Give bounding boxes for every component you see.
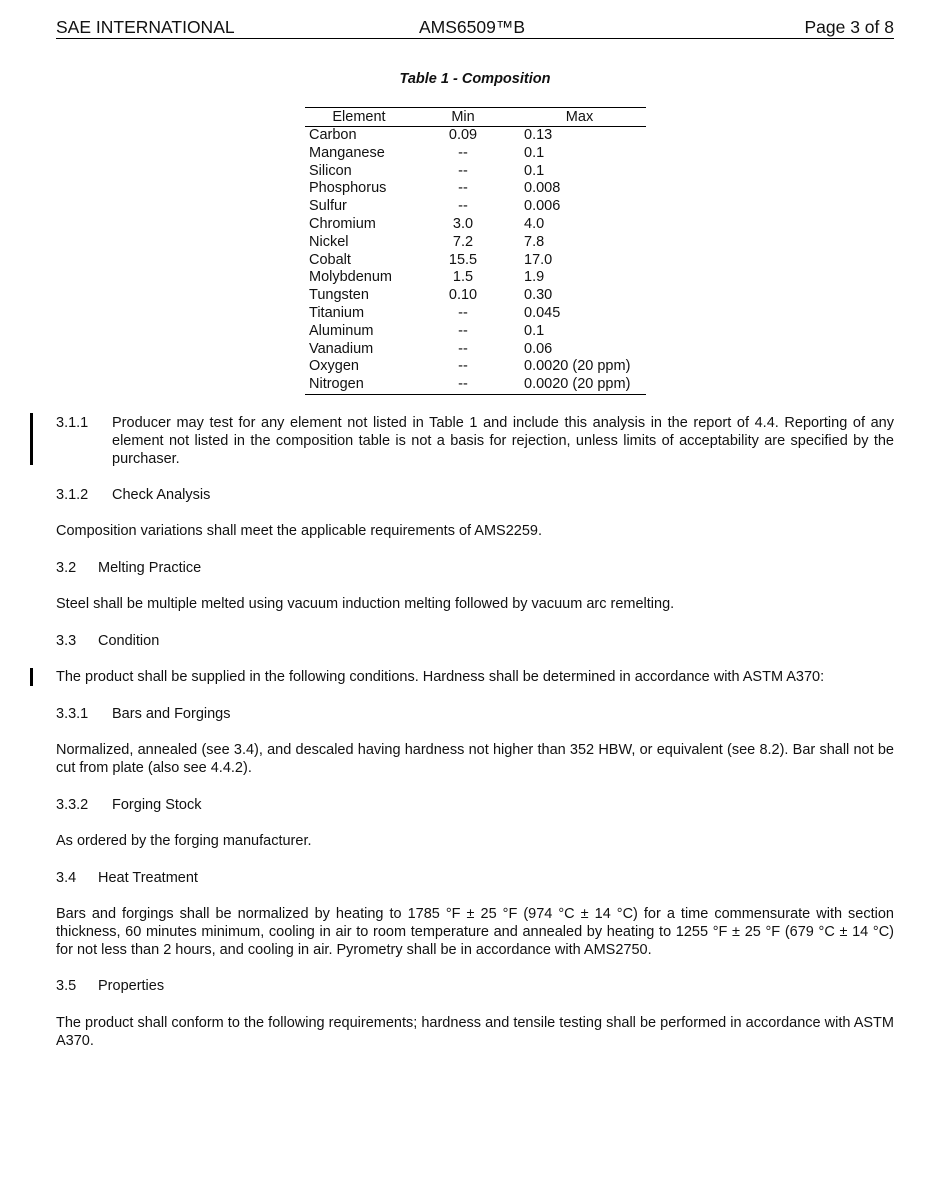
cell-element: Chromium	[309, 215, 376, 232]
table-row	[305, 180, 646, 198]
section-number: 3.2	[56, 560, 77, 576]
section-number: 3.5	[56, 978, 77, 994]
cell-element: Molybdenum	[309, 269, 393, 286]
cell-min: --	[413, 376, 513, 394]
table-row	[305, 145, 646, 163]
cell-min: --	[458, 358, 468, 375]
cell-max: 0.045	[524, 304, 561, 321]
section-3-1-2-heading	[56, 486, 894, 504]
cell-element: Carbon	[309, 127, 357, 143]
section-3-1-1	[56, 414, 894, 468]
cell-max: 0.0020 (20 ppm)	[513, 376, 646, 394]
section-title: Bars and Forgings	[112, 706, 231, 722]
cell-element: Vanadium	[309, 340, 374, 357]
section-text: Producer may test for any element not listed in Table 1 and include this analysis in the report of 4.4. Reporting of any element not listed in the composition table is not a basis for rejection, unless limits of acceptability are specified by the purchaser.	[112, 415, 894, 467]
cell-min: --	[458, 322, 468, 339]
section-number: 3.3.1	[56, 706, 89, 722]
section-number: 3.3	[56, 633, 77, 649]
table-row	[305, 341, 646, 359]
header-doc-number: AMS6509™B	[419, 17, 526, 37]
cell-max: 0.13	[524, 127, 553, 143]
column-header-element: Element	[305, 108, 413, 127]
cell-max: 7.8	[524, 233, 545, 250]
cell-max: 0.1	[524, 322, 545, 339]
section-3-4-text: Bars and forgings shall be normalized by heating to 1785 °F ± 25 °F (974 °C ± 14 °C) for a time commensurate with section thickness, 60 minutes minimum, cooling in air to room temperature and annealed by heating to 1255 °F ± 25 °F (679 °C ± 14 °C) for not less than 2 hours, and cooling in air. Pyrometry shall be in accordance with AMS2750.	[56, 906, 894, 958]
cell-max: 0.06	[524, 340, 553, 357]
cell-element: Oxygen	[309, 358, 359, 375]
section-title: Melting Practice	[98, 560, 202, 576]
section-title: Forging Stock	[112, 797, 202, 813]
cell-element: Titanium	[309, 304, 365, 321]
section-title: Properties	[98, 978, 165, 994]
cell-min: --	[458, 162, 468, 179]
section-number: 3.3.2	[56, 797, 89, 813]
cell-element: Nitrogen	[305, 376, 413, 394]
cell-max: 0.1	[524, 144, 545, 161]
table-row	[305, 163, 646, 181]
cell-max: 1.9	[524, 269, 545, 286]
section-3-3-1-text: Normalized, annealed (see 3.4), and descaled having hardness not higher than 352 HBW, or equivalent (see 8.2). Bar shall not be cut from plate (also see 4.4.2).	[56, 742, 894, 776]
table-row	[305, 252, 646, 270]
section-3-3-2-heading	[56, 796, 894, 814]
cell-min: 0.10	[448, 287, 478, 304]
cell-element: Tungsten	[309, 287, 369, 304]
section-3-3-1-heading	[56, 705, 894, 723]
table-row	[305, 323, 646, 341]
cell-min: --	[458, 144, 468, 161]
section-title: Heat Treatment	[98, 870, 198, 886]
cell-min: --	[458, 180, 468, 197]
cell-min: 3.0	[452, 215, 474, 232]
section-3-5-heading	[56, 977, 894, 995]
cell-element: Sulfur	[309, 198, 347, 215]
section-number: 3.1.1	[56, 415, 89, 431]
page-header	[56, 16, 894, 39]
section-number: 3.1.2	[56, 487, 89, 503]
section-title: Condition	[98, 633, 160, 649]
table-title: Table 1 - Composition	[399, 71, 551, 87]
cell-element: Nickel	[309, 233, 349, 250]
section-number: 3.4	[56, 870, 77, 886]
cell-element: Aluminum	[309, 322, 374, 339]
cell-element: Phosphorus	[309, 180, 387, 197]
cell-max: 17.0	[524, 251, 553, 268]
column-header-max: Max	[513, 108, 646, 127]
section-3-2-text: Steel shall be multiple melted using vacuum induction melting followed by vacuum arc remelting.	[56, 596, 675, 612]
section-3-1-2-text: Composition variations shall meet the applicable requirements of AMS2259.	[56, 523, 543, 539]
composition-table	[305, 107, 646, 395]
cell-min: 15.5	[448, 251, 478, 268]
cell-max: 0.30	[524, 287, 553, 304]
cell-min: 0.09	[448, 127, 478, 143]
cell-max: 4.0	[524, 215, 545, 232]
table-row	[305, 376, 646, 394]
cell-min: 1.5	[452, 269, 474, 286]
table-header-row	[305, 108, 646, 127]
cell-min: --	[458, 304, 468, 321]
cell-max: 0.0020 (20 ppm)	[524, 358, 631, 375]
cell-max: 0.006	[524, 198, 561, 215]
section-3-2-heading	[56, 559, 894, 577]
table-row	[305, 198, 646, 216]
section-title: Check Analysis	[112, 487, 211, 503]
cell-min: --	[458, 198, 468, 215]
table-row	[305, 358, 646, 376]
table-row	[305, 216, 646, 234]
table-row	[305, 127, 646, 145]
revision-bar	[30, 413, 33, 465]
cell-element: Manganese	[309, 144, 385, 161]
section-3-5-text: The product shall conform to the following requirements; hardness and tensile testing shall be performed in accordance with ASTM A370.	[56, 1015, 894, 1049]
revision-bar	[30, 668, 33, 686]
cell-max: 0.1	[524, 162, 545, 179]
cell-max: 0.008	[524, 180, 561, 197]
table-body	[305, 127, 646, 395]
cell-min: 7.2	[452, 233, 474, 250]
section-3-3-text: The product shall be supplied in the following conditions. Hardness shall be determined in accordance with ASTM A370:	[56, 669, 825, 685]
column-header-min: Min	[413, 108, 513, 127]
table-row	[305, 234, 646, 252]
header-page-number: Page 3 of 8	[804, 17, 894, 37]
table-row	[305, 269, 646, 287]
table-row	[305, 305, 646, 323]
section-3-3-2-text: As ordered by the forging manufacturer.	[56, 833, 312, 849]
cell-element: Cobalt	[309, 251, 351, 268]
table-row	[305, 287, 646, 305]
header-org: SAE INTERNATIONAL	[56, 17, 235, 37]
section-3-4-heading	[56, 869, 894, 887]
cell-element: Silicon	[309, 162, 352, 179]
section-3-3-heading	[56, 632, 894, 650]
cell-min: --	[458, 340, 468, 357]
